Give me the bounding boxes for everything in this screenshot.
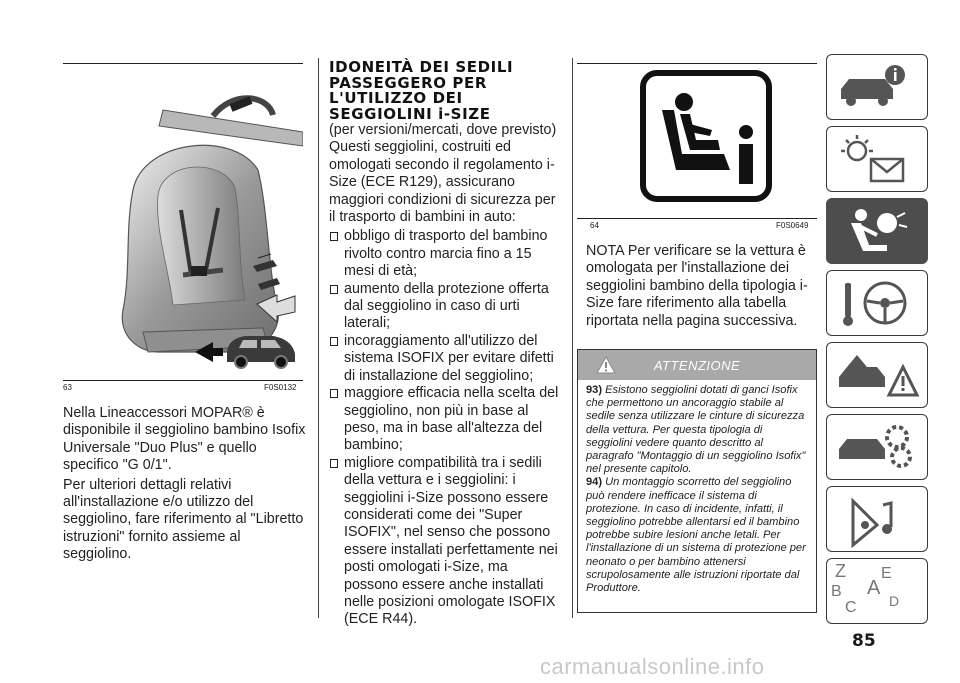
index-letter: E bbox=[881, 565, 892, 582]
car-icon bbox=[227, 336, 295, 368]
tab-warning-lights[interactable] bbox=[826, 126, 928, 192]
warning-body: 93) Esistono seggiolini dotati di ganci Isofix che permettono un ancoraggio stabile al sedile senza utilizzare le cinture di sicurezza della vettura. Per questa tipologia di seggiolini vedere quanto descritto al paragrafo "Montaggio di un seggiolino Isofix" nel presente capitolo. 94) Un montaggio scorretto del seggiolino può rendere inefficace il sistema di protezione. In caso di incidente, infatti, il seggiolino potrebbe allentarsi ed il bambino potrebbe subire lesioni anche letali. Per l'installazione di un sistema di protezione per neonato o per bambino attenersi scrupolosamente alle istruzioni riportate dal Produttore. bbox=[586, 384, 806, 595]
bullet-item: migliore compatibilità tra i sedili della vettura e i seggiolini: i seggiolini i-Size possono essere considerati come dei "Super ISOFIX", nel senso che possono essere installati perfettamente nei posti omologati i-Size, ma possono essere anche installati nelle posizioni omologate ISOFIX (ECE R44). bbox=[329, 455, 565, 629]
column-divider-1 bbox=[318, 58, 319, 618]
index-letter: B bbox=[831, 583, 842, 600]
warning-title: ATTENZIONE bbox=[653, 358, 741, 373]
maintenance-icon bbox=[827, 415, 927, 479]
tab-starting-driving[interactable] bbox=[826, 270, 928, 336]
top-rule-right bbox=[577, 63, 817, 64]
isize-intro: (per versioni/mercati, dove previsto) Questi seggiolini, costruiti ed omologati secondo il regolamento i-Size (ECE R129), assicurano maggiori condizioni di sicurezza per il trasporto di bambini in auto: bbox=[329, 122, 557, 226]
tab-multimedia[interactable] bbox=[826, 486, 928, 552]
top-rule-left bbox=[63, 63, 303, 64]
tab-maintenance[interactable] bbox=[826, 414, 928, 480]
bullet-item: incoraggiamento all'utilizzo del sistema ISOFIX per evitare difetti di installazione del seggiolino; bbox=[329, 333, 565, 385]
fig2-code: F0S0649 bbox=[776, 221, 809, 230]
isize-symbol-figure bbox=[640, 70, 772, 202]
mopar-paragraph: Nella Lineaccessori MOPAR® è disponibile il seggiolino bambino Isofix Universale "Duo Plus" e quello specifico "G 0/1". bbox=[63, 405, 306, 474]
checkbox-bullet-icon bbox=[330, 285, 338, 294]
fig1-number: 63 bbox=[63, 383, 72, 392]
note-text: NOTA Per verificare se la vettura è omologata per l'installazione dei seggiolini bambino della tipologia i-Size fare riferimento alla tabella riportata nella pagina successiva. bbox=[586, 243, 808, 329]
child-seat-figure bbox=[63, 70, 303, 380]
column-divider-2 bbox=[572, 58, 573, 618]
section-heading: IDONEITÀ DEI SEDILI PASSEGGERO PER L'UTILIZZO DEI SEGGIOLINI i-SIZE bbox=[329, 58, 514, 123]
column2-text bbox=[329, 122, 565, 629]
tab-emergency[interactable] bbox=[826, 342, 928, 408]
checkbox-bullet-icon bbox=[330, 337, 338, 346]
fig2-number: 64 bbox=[590, 221, 599, 230]
key-steering-icon bbox=[827, 271, 927, 335]
multimedia-icon bbox=[827, 487, 927, 551]
bullet-item: obbligo di trasporto del bambino rivolto contro marcia fino a 15 mesi di età; bbox=[329, 228, 565, 280]
tab-safety[interactable] bbox=[826, 198, 928, 264]
index-letter: A bbox=[867, 577, 881, 599]
index-letter: Z bbox=[835, 561, 846, 581]
index-letter: D bbox=[889, 593, 900, 609]
warning-header bbox=[578, 350, 816, 380]
fig1-caption-rule bbox=[63, 380, 303, 381]
warning-number: 94) bbox=[586, 476, 603, 489]
airbag-seat-icon bbox=[827, 199, 927, 263]
breakdown-icon bbox=[827, 343, 927, 407]
warning-lights-icon bbox=[827, 127, 927, 191]
tab-car-info[interactable] bbox=[826, 54, 928, 120]
fig2-caption-rule bbox=[577, 218, 817, 219]
column1-text bbox=[63, 405, 307, 566]
checkbox-bullet-icon bbox=[330, 459, 338, 468]
checkbox-bullet-icon bbox=[330, 389, 338, 398]
fig1-code: F0S0132 bbox=[264, 383, 297, 392]
details-paragraph: Per ulteriori dettagli relativi all'installazione e/o utilizzo del seggiolino, fare riferimento al "Libretto istruzioni" fornito assieme al seggiolino. bbox=[63, 476, 304, 563]
checkbox-bullet-icon bbox=[330, 232, 338, 241]
warning-box bbox=[577, 349, 817, 613]
bullet-item: maggiore efficacia nella scelta del seggiolino, non più in base al peso, ma in base all'altezza del bambino; bbox=[329, 385, 565, 455]
warning-number: 93) bbox=[586, 384, 603, 396]
car-info-icon bbox=[827, 55, 927, 119]
bullet-item: aumento della protezione offerta dal seggiolino in caso di urti laterali; bbox=[329, 281, 565, 333]
watermark: carmanualsonline.info bbox=[540, 654, 765, 679]
page-number: 85 bbox=[852, 631, 876, 651]
index-letter: C bbox=[845, 599, 857, 616]
tab-index[interactable] bbox=[826, 558, 928, 624]
